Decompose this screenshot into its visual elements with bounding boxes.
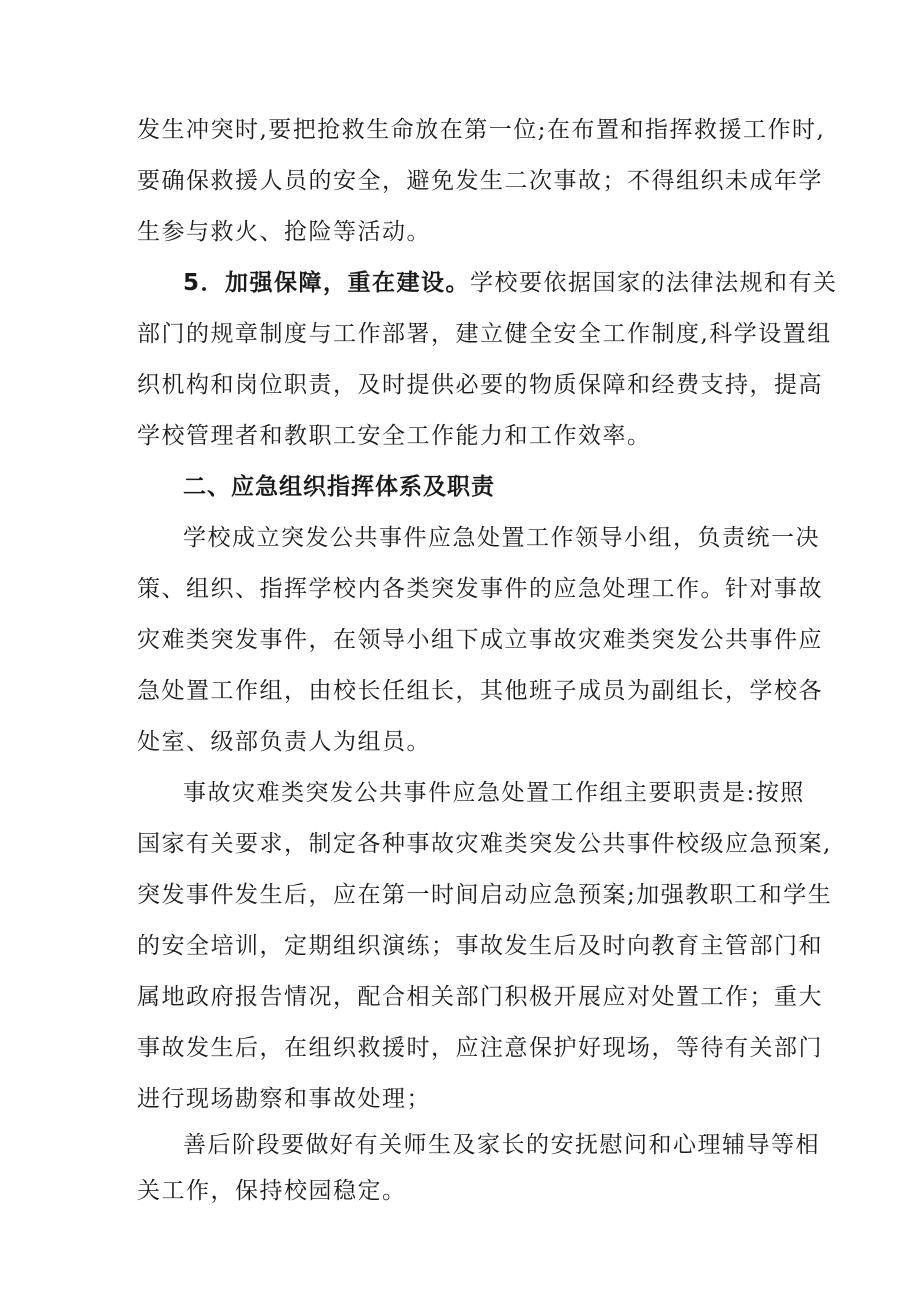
para2-line1-rest: 学校要依据国家的法律法规和有关	[470, 270, 838, 296]
para4-line5: 属地政府报告情况，配合相关部门积极开展应对处置工作；重大	[137, 984, 823, 1010]
para1-line2: 要确保救援人员的安全，避免发生二次事故；不得组织未成年学	[137, 168, 823, 194]
para4-line3: 突发事件发生后，应在第一时间启动应急预案;加强教职工和学生	[137, 882, 833, 908]
para5-line2: 关工作，保持校园稳定。	[137, 1178, 407, 1204]
para2-line4: 学校管理者和教职工安全工作能力和工作效率。	[137, 423, 652, 449]
para4-line2: 国家有关要求，制定各种事故灾难类突发公共事件校级应急预案,	[137, 831, 832, 857]
para2-line2: 部门的规章制度与工作部署，建立健全安全工作制度,科学设置组	[137, 321, 832, 347]
para3-line4: 急处置工作组，由校长任组长，其他班子成员为副组长，学校各	[137, 678, 823, 704]
para3-line1: 学校成立突发公共事件应急处置工作领导小组，负责统一决	[183, 525, 820, 551]
para1-line1: 发生冲突时,要把抢救生命放在第一位;在布置和指挥救援工作时,	[137, 117, 826, 143]
para4-line1: 事故灾难类突发公共事件应急处置工作组主要职责是:按照	[183, 780, 805, 806]
para4-line7: 进行现场勘察和事故处理；	[137, 1086, 431, 1112]
para2-line1	[183, 268, 838, 298]
para4-line6: 事故发生后，在组织救援时，应注意保护好现场，等待有关部门	[137, 1035, 823, 1061]
para2-lead: 5．加强保障，重在建设。	[183, 270, 471, 296]
para5-line1: 善后阶段要做好有关师生及家长的安抚慰问和心理辅导等相	[183, 1132, 820, 1158]
para3-line2: 策、组织、指挥学校内各类突发事件的应急处理工作。针对事故	[137, 576, 823, 602]
section-heading: 二、应急组织指挥体系及职责	[183, 474, 495, 500]
para4-line4: 的安全培训，定期组织演练；事故发生后及时向教育主管部门和	[137, 933, 823, 959]
para2-line3: 织机构和岗位职责，及时提供必要的物质保障和经费支持，提高	[137, 372, 823, 398]
para3-line5: 处室、级部负责人为组员。	[137, 729, 431, 755]
para3-line3: 灾难类突发事件，在领导小组下成立事故灾难类突发公共事件应	[137, 627, 823, 653]
para1-line3: 生参与救火、抢险等活动。	[137, 219, 431, 245]
